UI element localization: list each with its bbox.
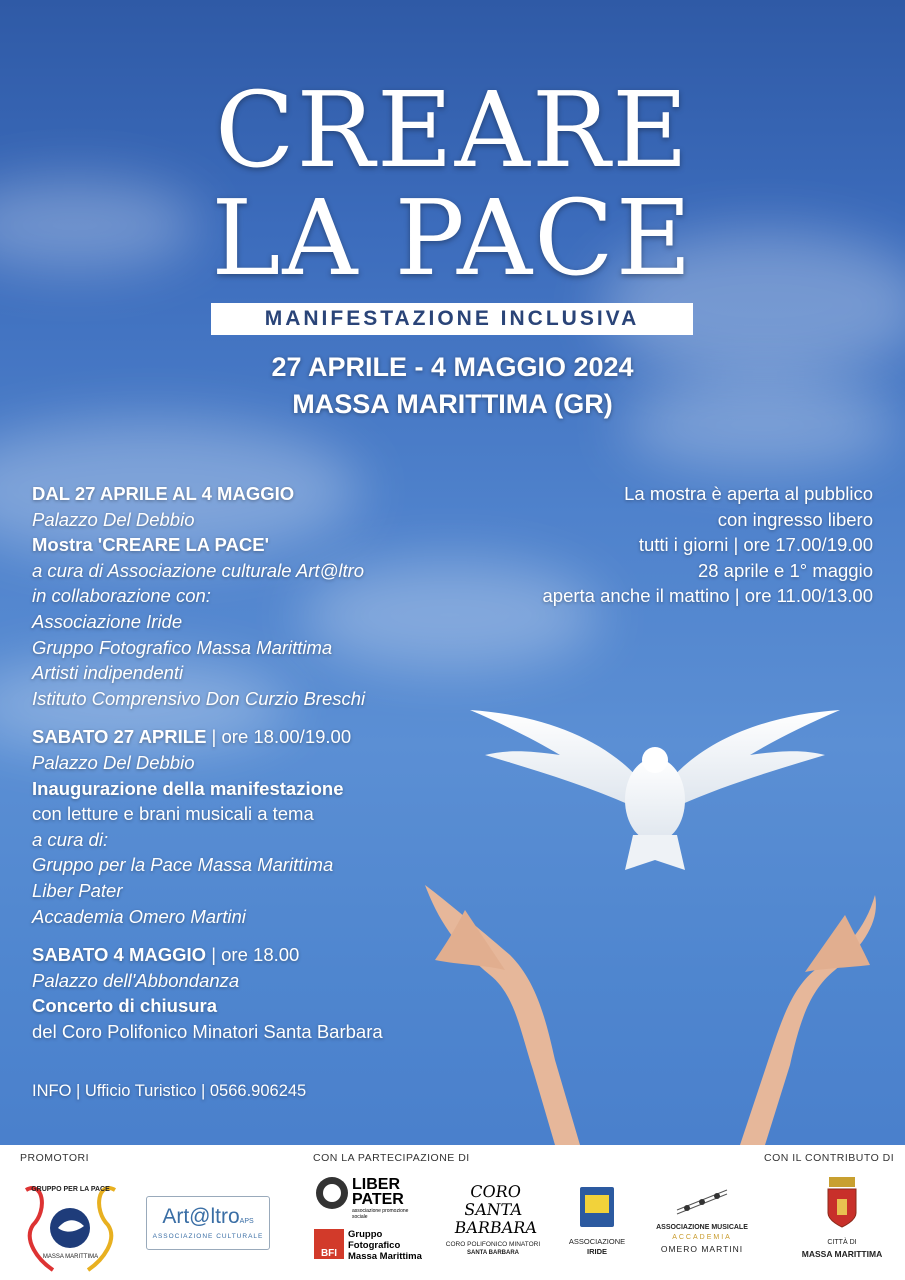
event2-line: Gruppo per la Pace Massa Marittima [32, 854, 334, 876]
promotori-label: PROMOTORI [20, 1152, 90, 1164]
comune-line1: CITTÀ DI [827, 1239, 857, 1246]
contributo-label: CON IL CONTRIBUTO DI [764, 1152, 895, 1164]
coro-logo [445, 1183, 541, 1263]
event1-line: Istituto Comprensivo Don Curzio Breschi [32, 687, 366, 709]
event1-line: Artisti indipendenti [32, 662, 184, 684]
event3-date: SABATO 4 MAGGIO [32, 944, 207, 966]
accademia-line1: ASSOCIAZIONE MUSICALE [656, 1224, 748, 1231]
event1-line: Gruppo Fotografico Massa Marittima [32, 636, 333, 658]
gruppo-fotografico-logo [314, 1227, 429, 1267]
opening-line: La mostra è aperta al pubblico [624, 483, 873, 504]
music-notes-icon [672, 1180, 732, 1220]
dove-icon [465, 700, 845, 880]
title-line-1: CREARE [214, 69, 691, 191]
iride-line2: IRIDE [586, 1247, 607, 1256]
comune-logo [790, 1175, 894, 1265]
partecipazione-label: CON LA PARTECIPAZIONE DI [313, 1152, 470, 1164]
liber-pater-sub: associazione promozione sociale [352, 1208, 409, 1220]
coro-name: CORO SANTA BARBARA [453, 1182, 539, 1237]
event1-date: DAL 27 APRILE AL 4 MAGGIO [32, 483, 295, 504]
event1-venue: Palazzo Del Debbio [32, 508, 195, 530]
event1-title: Mostra 'CREARE LA PACE' [32, 534, 269, 556]
opening-hours [453, 481, 873, 609]
date-range: 27 APRILE - 4 MAGGIO 2024 [271, 352, 634, 382]
event2-line: Liber Pater [32, 879, 123, 901]
altro-name: Art@ltro [162, 1205, 240, 1228]
event3-desc: del Coro Polifonico Minatori Santa Barbara [32, 1020, 383, 1042]
accademia-logo [656, 1180, 748, 1265]
event2-date: SABATO 27 APRILE [32, 726, 207, 748]
opening-line: 28 aprile e 1° maggio [697, 559, 873, 581]
title-line-2: LA PACE [211, 177, 694, 299]
subtitle-text: MANIFESTAZIONE INCLUSIVA [264, 307, 640, 330]
event2-line: Accademia Omero Martini [32, 905, 246, 927]
event2-time: | ore 18.00/19.00 [206, 726, 352, 748]
liber-pater-name: LIBER PATER [352, 1176, 404, 1208]
event3-venue: Palazzo dell'Abbondanza [32, 969, 240, 991]
coat-of-arms-icon [825, 1175, 859, 1229]
subtitle-banner [211, 303, 693, 335]
opening-line: con ingresso libero [717, 508, 873, 530]
coro-sub: CORO POLIFONICO MINATORI [445, 1241, 541, 1248]
gruppo-pace-bottom: MASSA MARITTIMA [42, 1254, 99, 1260]
altro-logo [146, 1196, 270, 1250]
event1-line: a cura di Associazione culturale Art@ltro [32, 559, 365, 581]
altro-sub: ASSOCIAZIONE CULTURALE [152, 1233, 264, 1240]
altro-aps: APS [239, 1218, 254, 1225]
event1-line: Associazione Iride [32, 610, 183, 632]
hands-illustration [405, 870, 905, 1145]
iride-line1: ASSOCIAZIONE [568, 1237, 626, 1246]
event-place: MASSA MARITTIMA (GR) [292, 389, 613, 419]
event3-title: Concerto di chiusura [32, 995, 218, 1017]
accademia-line2: ACCADEMIA [672, 1234, 732, 1241]
event3-time: | ore 18.00 [206, 944, 300, 966]
sponsor-footer [0, 1145, 905, 1280]
event2-title: Inaugurazione della manifestazione [32, 777, 344, 799]
event2-venue: Palazzo Del Debbio [32, 751, 195, 773]
iride-emblem-icon [580, 1187, 614, 1227]
event2-line: a cura di: [32, 828, 109, 850]
info-line: INFO | Ufficio Turistico | 0566.906245 [32, 1082, 307, 1100]
bfi-badge: BFI [314, 1229, 344, 1259]
gruppo-fotografico-name: Gruppo Fotografico Massa Marittima [348, 1229, 422, 1262]
opening-line: aperta anche il mattino | ore 11.00/13.00 [542, 585, 873, 607]
gruppo-pace-logo [18, 1170, 123, 1275]
event2-heading [32, 724, 502, 750]
event1-line: in collaborazione con: [32, 585, 211, 607]
gruppo-pace-top: GRUPPO PER LA PACE [31, 1186, 110, 1193]
comune-line2: MASSA MARITTIMA [801, 1249, 883, 1259]
accademia-line3: OMERO MARTINI [660, 1244, 744, 1254]
iride-logo [563, 1187, 631, 1257]
liber-pater-logo [314, 1175, 424, 1220]
event2-desc: con letture e brani musicali a tema [32, 803, 314, 825]
opening-line: tutti i giorni | ore 17.00/19.00 [638, 534, 873, 556]
liber-pater-emblem-icon [314, 1175, 350, 1211]
coro-sub2: SANTA BARBARA [467, 1250, 519, 1256]
